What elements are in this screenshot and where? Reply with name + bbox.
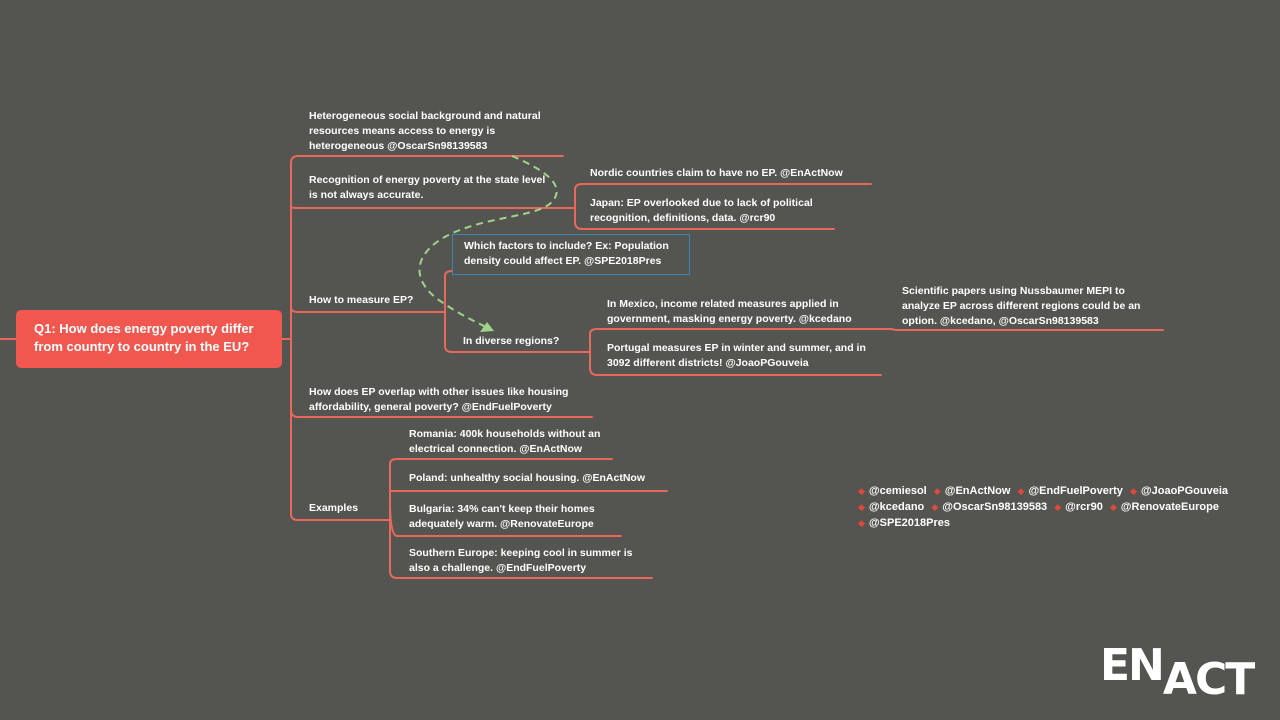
node-portugal[interactable]: Portugal measures EP in winter and summer, and in 3092 different districts! @JoaoPGouveia <box>607 342 866 369</box>
legend-item: ◆ @cemiesol <box>858 485 927 497</box>
node-factors[interactable]: Which factors to include? Ex: Population density could affect EP. @SPE2018Pres <box>464 240 669 267</box>
node-overlap[interactable]: How does EP overlap with other issues like housing affordability, general poverty? @EndFuelPoverty <box>309 386 569 413</box>
bullet-icon: ◆ <box>933 486 941 496</box>
root-question[interactable]: Q1: How does energy poverty differ from country to country in the EU? <box>16 310 282 368</box>
node-measure[interactable]: How to measure EP? <box>309 294 414 306</box>
connector-nordic <box>575 184 871 190</box>
legend-item: ◆ @EndFuelPoverty <box>1017 485 1123 497</box>
bullet-icon: ◆ <box>931 502 939 512</box>
node-heterogeneous[interactable]: Heterogeneous social background and natural resources means access to energy is heterogeneous @OscarSn98139583 <box>309 110 541 152</box>
node-bulgaria[interactable]: Bulgaria: 34% can't keep their homes adequately warm. @RenovateEurope <box>409 503 595 530</box>
node-nordic[interactable]: Nordic countries claim to have no EP. @EnActNow <box>590 167 843 179</box>
bullet-icon: ◆ <box>858 518 865 528</box>
legend-item: ◆ @EnActNow <box>933 485 1011 497</box>
legend-item: ◆ @SPE2018Pres <box>858 517 950 529</box>
legend-item: ◆ @rcr90 <box>1054 501 1103 513</box>
connector-romania <box>390 459 612 464</box>
bullet-icon: ◆ <box>858 486 865 496</box>
bullet-icon: ◆ <box>858 502 865 512</box>
node-mexico[interactable]: In Mexico, income related measures applied in government, masking energy poverty. @kcedano <box>607 298 852 325</box>
bullet-icon: ◆ <box>1129 486 1137 496</box>
node-poland[interactable]: Poland: unhealthy social housing. @EnActNow <box>409 472 646 484</box>
connector-factors <box>445 271 452 276</box>
node-regions[interactable]: In diverse regions? <box>463 335 560 347</box>
legend-item: ◆ @kcedano <box>858 501 925 513</box>
connector-scientific <box>892 329 1163 330</box>
node-japan[interactable]: Japan: EP overlooked due to lack of political recognition, definitions, data. @rcr90 <box>590 197 813 224</box>
bullet-icon: ◆ <box>1109 502 1117 512</box>
node-scientific[interactable]: Scientific papers using Nussbaumer MEPI to analyze EP across different regions could be an option. @kcedano, @OscarSn98139583 <box>902 285 1141 327</box>
dashed-arrow-head <box>480 322 494 332</box>
enact-logo: ENACT <box>1100 640 1254 705</box>
node-recognition[interactable]: Recognition of energy poverty at the state level is not always accurate. <box>309 174 546 201</box>
connector-heterogeneous <box>291 156 563 163</box>
legend-item: ◆ @JoaoPGouveia <box>1129 485 1229 497</box>
connector-mexico <box>590 329 892 334</box>
legend-item: ◆ @OscarSn98139583 <box>931 501 1048 513</box>
connector-recognition <box>291 207 430 208</box>
bullet-icon: ◆ <box>1054 502 1062 512</box>
contributors-legend <box>858 483 1258 531</box>
node-examples[interactable]: Examples <box>309 502 359 514</box>
node-romania[interactable]: Romania: 400k households without an electrical connection. @EnActNow <box>409 428 601 455</box>
legend-item: ◆ @RenovateEurope <box>1109 501 1219 513</box>
bullet-icon: ◆ <box>1017 486 1025 496</box>
node-southern[interactable]: Southern Europe: keeping cool in summer is also a challenge. @EndFuelPoverty <box>409 547 633 574</box>
